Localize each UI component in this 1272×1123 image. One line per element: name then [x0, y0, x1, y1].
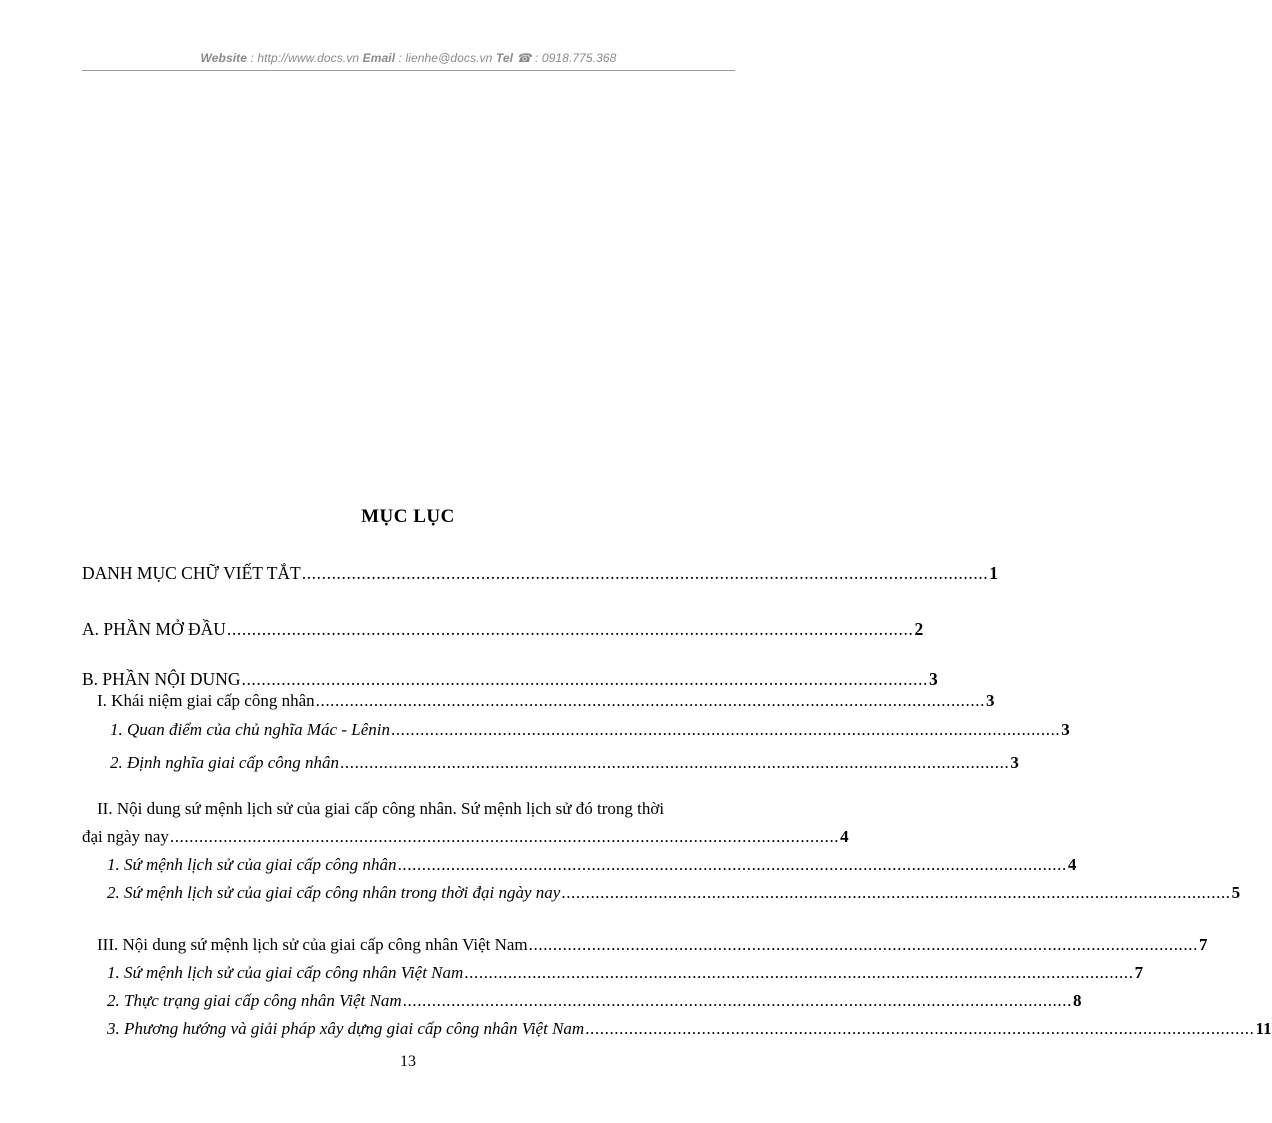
toc-entry-label: III. Nội dung sứ mệnh lịch sử của giai cấp công nhân Việt Nam — [97, 935, 528, 954]
toc-entry-label: 2. Thực trạng giai cấp công nhân Việt Nam — [107, 991, 402, 1010]
toc-entry-section-3-2[interactable] — [107, 990, 1082, 1012]
toc-page-number: 8 — [1072, 991, 1082, 1010]
header-divider — [82, 70, 735, 71]
toc-leader: .......................................................................................................................................... — [340, 753, 1010, 772]
toc-page-number: 3 — [1061, 720, 1070, 739]
toc-page-number: 11 — [1255, 1019, 1272, 1038]
toc-page-number: 4 — [1067, 855, 1077, 874]
toc-entry-label: 1. Quan điểm của chủ nghĩa Mác - Lênin — [110, 720, 390, 739]
toc-entry-section-2-1[interactable] — [107, 854, 1077, 876]
toc-page-number: 3 — [985, 691, 995, 710]
toc-leader: .......................................................................................................................................... — [390, 720, 1061, 739]
toc-leader: .......................................................................................................................................... — [226, 619, 914, 639]
toc-entry-label: B. PHẦN NỘI DUNG — [82, 669, 241, 689]
page-header — [82, 51, 735, 65]
toc-leader: .......................................................................................................................................... — [402, 991, 1072, 1010]
website-label: Website — [200, 51, 248, 65]
tel-label: Tel — [495, 51, 514, 65]
website-value: : http://www.docs.vn — [247, 51, 363, 65]
email-label: Email — [362, 51, 396, 65]
toc-entry-content[interactable] — [82, 668, 938, 690]
tel-value: ☎ : 0918.775.368 — [513, 51, 617, 65]
toc-leader: .......................................................................................................................................... — [585, 1019, 1255, 1038]
toc-leader: .......................................................................................................................................... — [464, 963, 1134, 982]
toc-entry-label: DANH MỤC CHỮ VIẾT TẮT — [82, 563, 301, 583]
page-number: 13 — [400, 1053, 416, 1070]
toc-page-number: 2 — [914, 619, 924, 639]
toc-leader: .......................................................................................................................................... — [397, 855, 1067, 874]
toc-entry-label: I. Khái niệm giai cấp công nhân — [97, 691, 315, 710]
toc-page-number: 1 — [989, 563, 999, 583]
toc-entry-section-3-3[interactable] — [107, 1018, 1272, 1040]
toc-title: MỤC LỤC — [361, 506, 455, 527]
toc-leader: .......................................................................................................................................... — [528, 935, 1198, 954]
toc-entry-section-2-line-1[interactable]: II. Nội dung sứ mệnh lịch sử của giai cấp công nhân. Sứ mệnh lịch sử đó trong thời — [97, 799, 665, 818]
toc-entry-label: 3. Phương hướng và giải pháp xây dựng giai cấp công nhân Việt Nam — [107, 1019, 585, 1038]
toc-page-number: 4 — [840, 827, 849, 846]
toc-entry-label: 1. Sứ mệnh lịch sử của giai cấp công nhân — [107, 855, 397, 874]
toc-leader: .......................................................................................................................................... — [561, 883, 1231, 902]
toc-entry-label: đại ngày nay — [82, 827, 169, 846]
toc-leader: .......................................................................................................................................... — [169, 827, 840, 846]
email-value: : lienhe@docs.vn — [395, 51, 496, 65]
toc-entry-section-1-1[interactable] — [110, 719, 1070, 741]
toc-leader: .......................................................................................................................................... — [315, 691, 985, 710]
toc-entry-section-2-2[interactable] — [107, 882, 1241, 904]
toc-entry-label: 2. Định nghĩa giai cấp công nhân — [110, 753, 340, 772]
toc-entry-intro[interactable] — [82, 618, 924, 640]
toc-entry-abbreviations[interactable] — [82, 562, 999, 584]
toc-entry-section-1-2[interactable] — [110, 752, 1019, 774]
toc-page-number: 7 — [1198, 935, 1208, 954]
toc-leader: .......................................................................................................................................... — [301, 563, 989, 583]
toc-leader: .......................................................................................................................................... — [241, 669, 929, 689]
toc-entry-section-1[interactable] — [97, 690, 995, 712]
toc-entry-label: 1. Sứ mệnh lịch sử của giai cấp công nhân Việt Nam — [107, 963, 464, 982]
toc-page-number: 3 — [1010, 753, 1019, 772]
toc-page-number: 7 — [1134, 963, 1144, 982]
toc-entry-section-3-1[interactable] — [107, 962, 1144, 984]
toc-entry-label: 2. Sứ mệnh lịch sử của giai cấp công nhân trong thời đại ngày nay — [107, 883, 561, 902]
toc-page-number: 3 — [929, 669, 938, 689]
toc-entry-section-2[interactable] — [82, 826, 849, 848]
toc-entry-label: A. PHẦN MỞ ĐẦU — [82, 619, 226, 639]
toc-entry-section-3[interactable] — [97, 934, 1208, 956]
toc-page-number: 5 — [1231, 883, 1241, 902]
